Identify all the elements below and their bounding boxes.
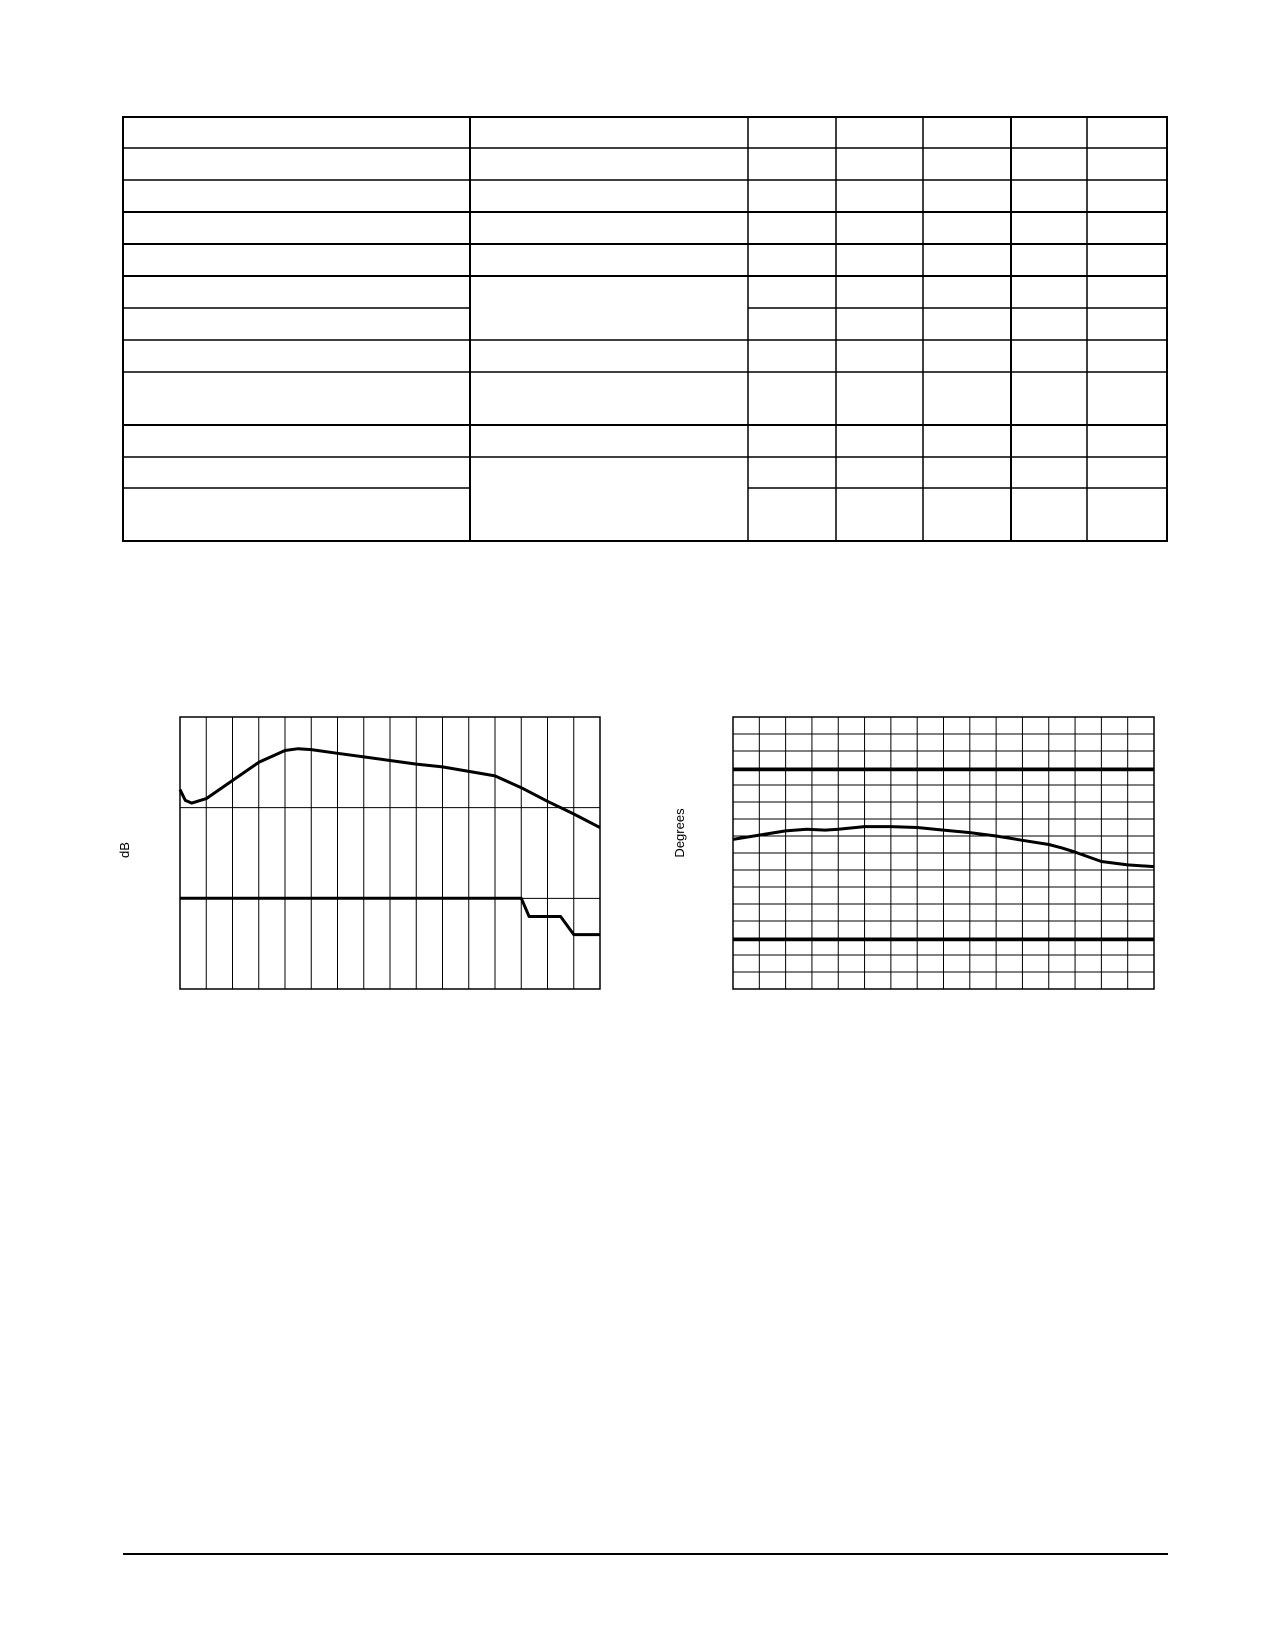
gain-y-axis-label: dB — [117, 842, 132, 858]
spec-table — [0, 0, 1275, 560]
phase-chart — [660, 700, 1160, 1000]
gain-chart — [110, 700, 610, 1000]
footer-rule — [123, 1553, 1168, 1555]
gain-grid — [180, 717, 600, 989]
phase-grid — [733, 717, 1154, 989]
phase-y-axis-label: Degrees — [672, 808, 687, 858]
